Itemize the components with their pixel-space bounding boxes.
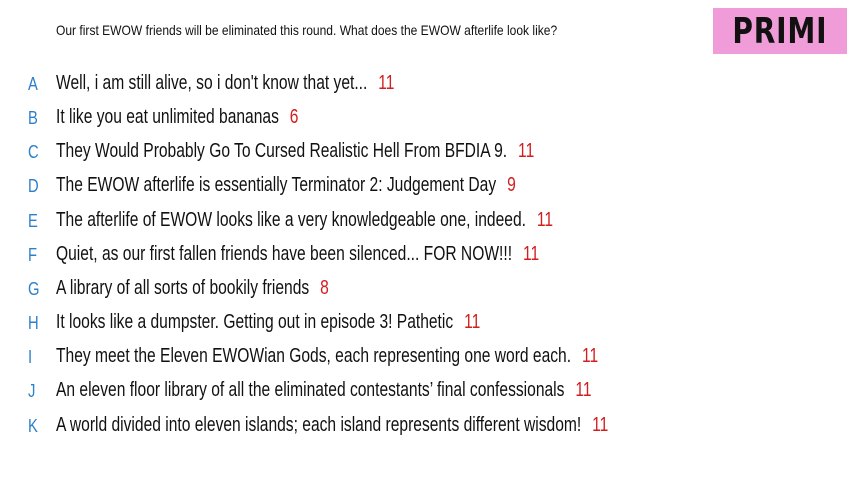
response-score: 11 — [581, 345, 599, 367]
response-row — [0, 174, 853, 202]
response-text: The EWOW afterlife is essentially Terminator 2: Judgement Day — [56, 174, 497, 196]
response-score: 9 — [507, 174, 516, 196]
response-letter: D — [28, 176, 39, 196]
response-text: The afterlife of EWOW looks like a very knowledgeable one, indeed. — [56, 209, 526, 231]
response-text: It looks like a dumpster. Getting out in episode 3! Pathetic — [56, 311, 454, 333]
response-score: 11 — [464, 311, 481, 333]
response-row — [0, 243, 853, 271]
response-score: 6 — [289, 106, 299, 128]
response-score: 11 — [378, 72, 395, 94]
response-text: A library of all sorts of bookily friends — [56, 277, 310, 299]
response-letter: I — [28, 347, 33, 367]
badge-label: PRIMI — [732, 10, 828, 52]
response-row — [0, 379, 853, 407]
response-row — [0, 414, 853, 442]
response-score: 8 — [320, 277, 329, 299]
response-row — [0, 345, 853, 373]
response-letter: C — [28, 142, 39, 162]
response-row — [0, 209, 853, 237]
response-text: A world divided into eleven islands; each island represents different wisdom! — [56, 414, 582, 436]
response-score: 11 — [536, 209, 554, 231]
contestant-badge — [713, 8, 847, 54]
response-row — [0, 311, 853, 339]
response-text: An eleven floor library of all the eliminated contestants’ final confessionals — [56, 379, 565, 401]
response-letter: E — [28, 211, 38, 231]
response-row — [0, 140, 853, 168]
response-letter: B — [28, 108, 38, 128]
response-letter: K — [28, 416, 38, 436]
response-row — [0, 277, 853, 305]
response-score: 11 — [518, 140, 535, 162]
response-row — [0, 72, 853, 100]
response-text: They Would Probably Go To Cursed Realistic Hell From BFDIA 9. — [56, 140, 508, 162]
response-letter: J — [28, 381, 36, 401]
response-text: Well, i am still alive, so i don't know that yet... — [56, 72, 368, 94]
response-score: 11 — [575, 379, 592, 401]
response-text: Quiet, as our first fallen friends have been silenced... FOR NOW!!! — [56, 243, 513, 265]
response-row — [0, 106, 853, 134]
response-score: 11 — [592, 414, 609, 436]
response-text: They meet the Eleven EWOWian Gods, each representing one word each. — [56, 345, 572, 367]
response-letter: G — [28, 279, 40, 299]
response-text: It like you eat unlimited bananas — [56, 106, 279, 128]
response-letter: H — [28, 313, 39, 333]
response-score: 11 — [522, 243, 540, 265]
response-letter: A — [28, 74, 38, 94]
response-letter: F — [28, 245, 38, 265]
prompt-text: Our first EWOW friends will be eliminated this round. What does the EWOW afterlife look like? — [56, 22, 558, 38]
